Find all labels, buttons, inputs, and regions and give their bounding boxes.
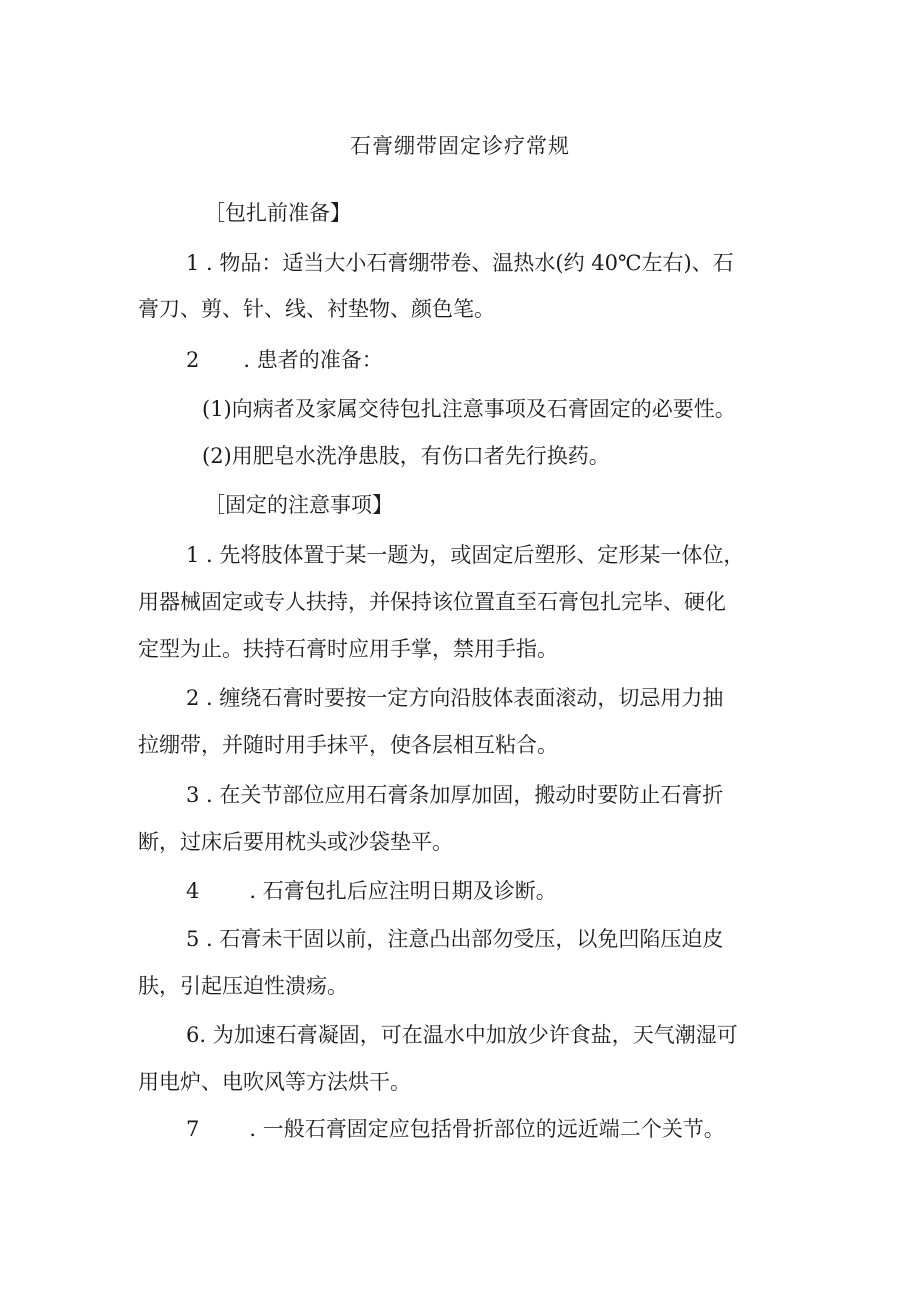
- section-heading-preparation: ［包扎前准备】: [204, 201, 351, 225]
- note-1-line-1: 1 . 先将肢体置于某一题为，或固定后塑形、定形某一体位，: [186, 543, 745, 567]
- note-7-number: 7: [186, 1117, 200, 1141]
- note-4: [186, 876, 557, 906]
- note-5-line-1: 5 . 石膏未干固以前，注意凸出部勿受压，以免凹陷压迫皮: [186, 927, 724, 951]
- prep-sub-item-1: (1)向病者及家属交待包扎注意事项及石膏固定的必要性。: [202, 397, 736, 421]
- note-7: [186, 1114, 725, 1144]
- note-3-line-2: 断，过床后要用枕头或沙袋垫平。: [138, 830, 453, 854]
- prep-item-2-text: . 患者的准备：: [243, 348, 383, 372]
- note-1-line-2: 用器械固定或专人扶持，并保持该位置直至石膏包扎完毕、硬化: [138, 590, 726, 614]
- note-3-line-1: 3 . 在关节部位应用石膏条加厚加固，搬动时要防止石膏折: [186, 783, 724, 807]
- prep-item-2: [186, 345, 383, 375]
- note-6-line-2: 用电炉、电吹风等方法烘干。: [138, 1070, 411, 1094]
- note-1-line-3: 定型为止。扶持石膏时应用手掌，禁用手指。: [138, 637, 558, 661]
- note-6-line-1: 6. 为加速石膏凝固，可在温水中加放少许食盐，天气潮湿可: [186, 1023, 738, 1047]
- document-title: 石膏绷带固定诊疗常规: [350, 134, 570, 158]
- prep-item-1-line-1: 1 . 物品：适当大小石膏绷带卷、温热水(约 40℃左右)、石: [186, 251, 734, 275]
- note-5-line-2: 肤，引起压迫性溃疡。: [138, 974, 348, 998]
- note-2-line-2: 拉绷带，并随时用手抹平，使各层相互粘合。: [138, 733, 558, 757]
- prep-item-2-number: 2: [186, 348, 200, 372]
- prep-sub-item-2: (2)用肥皂水洗净患肢，有伤口者先行换药。: [202, 444, 610, 468]
- note-7-text: . 一般石膏固定应包括骨折部位的远近端二个关节。: [249, 1117, 725, 1141]
- note-4-number: 4: [186, 879, 200, 903]
- note-2-line-1: 2 . 缠绕石膏时要按一定方向沿肢体表面滚动，切忌用力抽: [186, 686, 724, 710]
- note-4-text: . 石膏包扎后应注明日期及诊断。: [249, 879, 557, 903]
- section-heading-notes: ［固定的注意事项】: [204, 493, 393, 517]
- prep-item-1-line-2: 膏刀、剪、针、线、衬垫物、颜色笔。: [138, 297, 495, 321]
